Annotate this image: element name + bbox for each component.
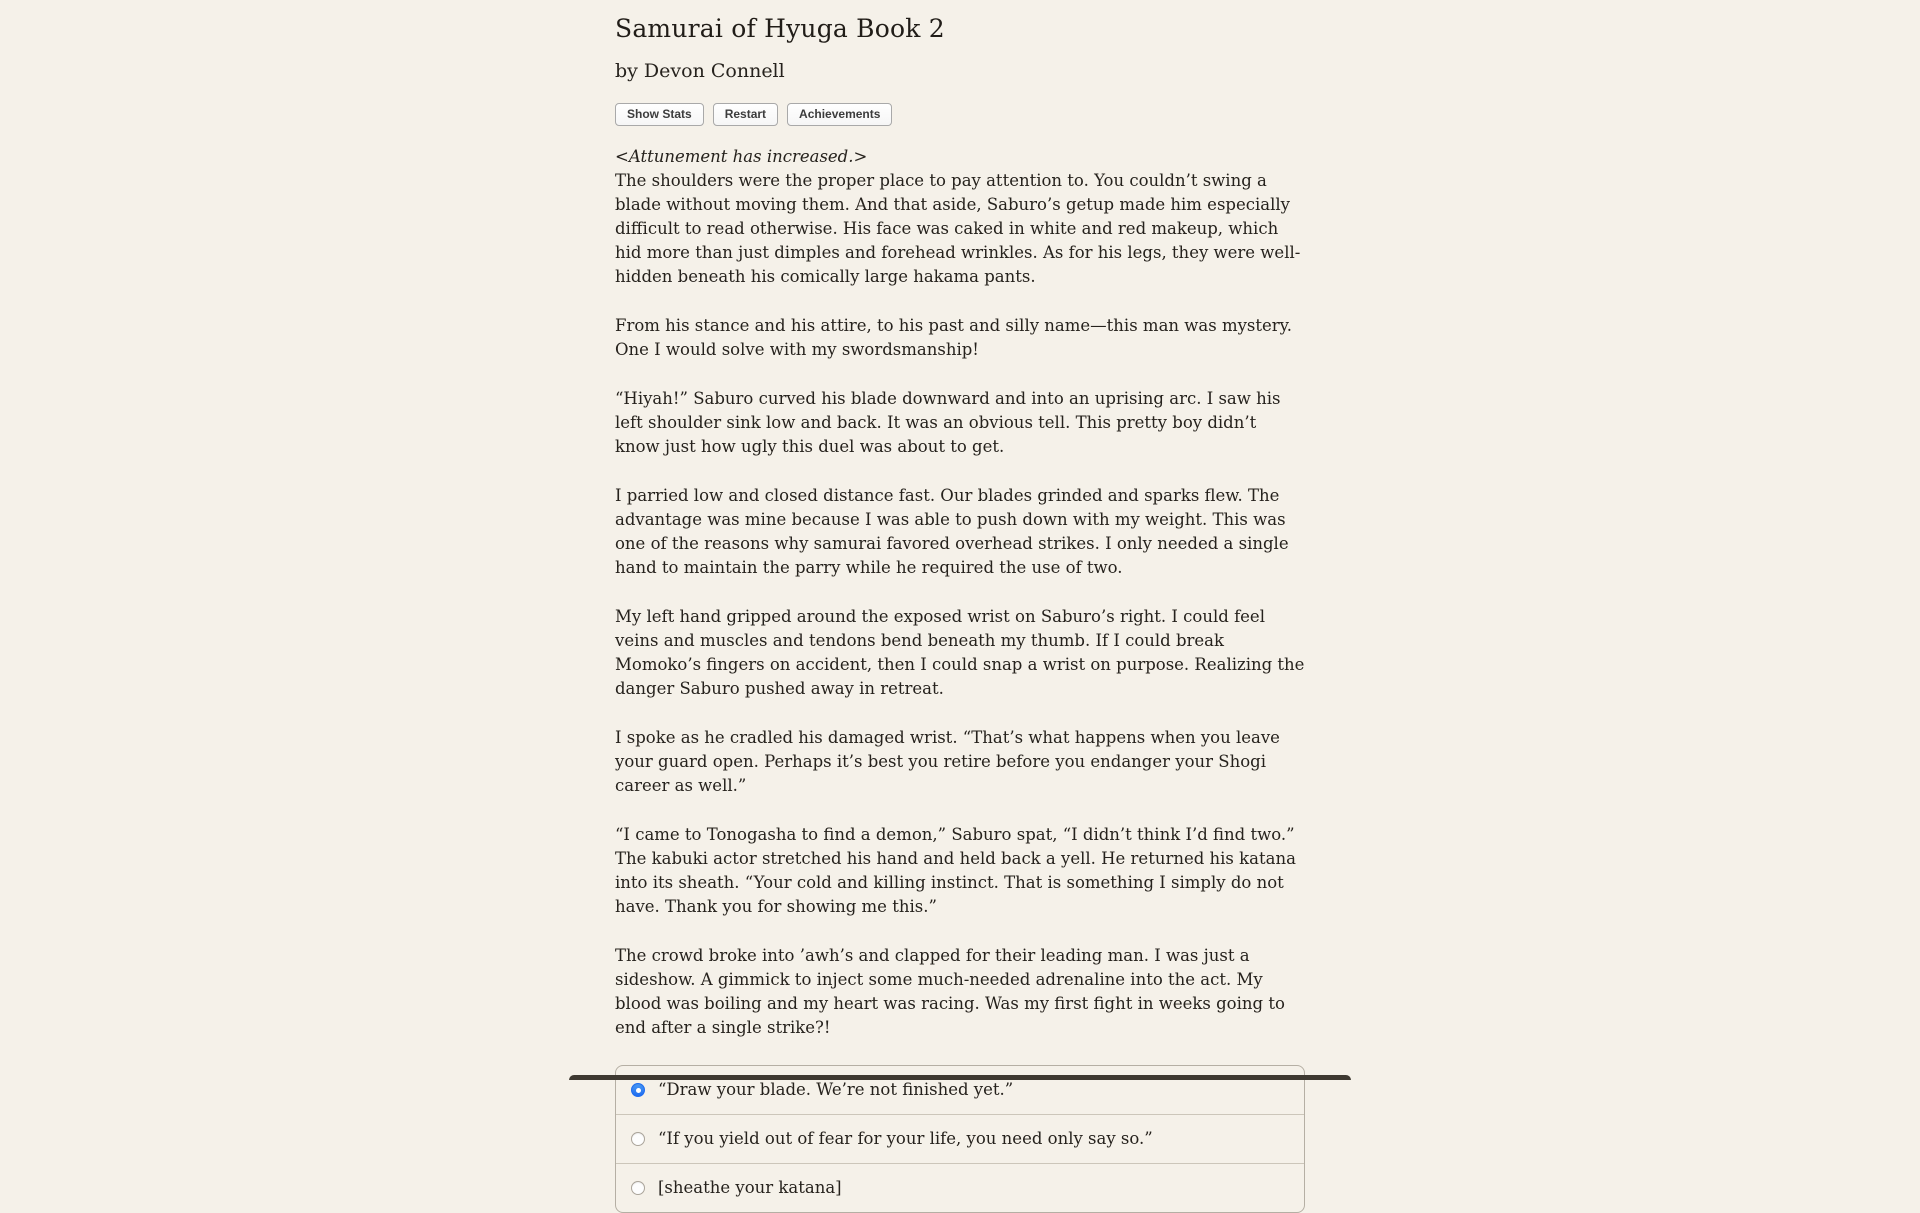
byline: by Devon Connell — [615, 60, 785, 82]
choice-list — [615, 1065, 1305, 1213]
story-paragraph: The shoulders were the proper place to pay attention to. You couldn’t swing a blade without moving them. And that aside, Saburo’s getup made him especially difficult to read otherwise. His face was caked in white and red makeup, which hid more than just dimples and forehead wrinkles. As for his legs, they were well-hidden beneath his comically large hakama pants. — [615, 171, 1301, 286]
story-paragraph: My left hand gripped around the exposed wrist on Saburo’s right. I could feel veins and muscles and tendons bend beneath my thumb. If I could break Momoko’s fingers on accident, then I could snap a wrist on purpose. Realizing the danger Saburo pushed away in retreat. — [615, 607, 1305, 698]
radio-unselected-icon[interactable] — [631, 1181, 645, 1195]
show-stats-button[interactable]: Show Stats — [615, 103, 704, 126]
achievements-button[interactable]: Achievements — [787, 103, 892, 126]
story-paragraph: The crowd broke into ’awh’s and clapped for their leading man. I was just a sideshow. A gimmick to inject some much-needed adrenaline into the act. My blood was boiling and my heart was racing. Was my first fight in weeks going to end after a single strike?! — [615, 946, 1285, 1037]
restart-button[interactable]: Restart — [713, 103, 778, 126]
story-paragraph: “I came to Tonogasha to find a demon,” Saburo spat, “I didn’t think I’d find two.” The kabuki actor stretched his hand and held back a yell. He returned his katana into its sheath. “Your cold and killing instinct. That is something I simply do not have. Thank you for showing me this.” — [615, 825, 1296, 916]
choice-label: “Draw your blade. We’re not finished yet.” — [658, 1080, 1014, 1099]
footer-strip — [569, 1075, 1351, 1080]
story-paragraph: From his stance and his attire, to his past and silly name—this man was mystery. One I would solve with my swordsmanship! — [615, 316, 1293, 359]
radio-unselected-icon[interactable] — [631, 1132, 645, 1146]
radio-selected-icon[interactable] — [631, 1083, 645, 1097]
choice-label: “If you yield out of fear for your life, you need only say so.” — [658, 1129, 1153, 1148]
page-title: Samurai of Hyuga Book 2 — [615, 14, 945, 43]
story-text — [615, 145, 1305, 1040]
story-paragraph: “Hiyah!” Saburo curved his blade downward and into an uprising arc. I saw his left shoulder sink low and back. It was an obvious tell. This pretty boy didn’t know just how ugly this duel was about to get. — [615, 389, 1281, 456]
story-page — [615, 0, 1305, 1213]
choice-label: [sheathe your katana] — [658, 1178, 842, 1197]
paragraphs-container — [615, 169, 1305, 1040]
story-paragraph: I parried low and closed distance fast. Our blades grinded and sparks flew. The advantage was mine because I was able to push down with my weight. This was one of the reasons why samurai favored overhead strikes. I only needed a single hand to maintain the parry while he required the use of two. — [615, 486, 1289, 577]
status-line: <Attunement has increased.> — [615, 147, 868, 166]
choice-option-2[interactable] — [616, 1115, 1304, 1164]
toolbar — [615, 103, 1305, 126]
choice-option-3[interactable] — [616, 1164, 1304, 1212]
choice-option-1[interactable] — [616, 1066, 1304, 1115]
story-paragraph: I spoke as he cradled his damaged wrist. “That’s what happens when you leave your guard open. Perhaps it’s best you retire before you endanger your Shogi career as well.” — [615, 728, 1280, 795]
